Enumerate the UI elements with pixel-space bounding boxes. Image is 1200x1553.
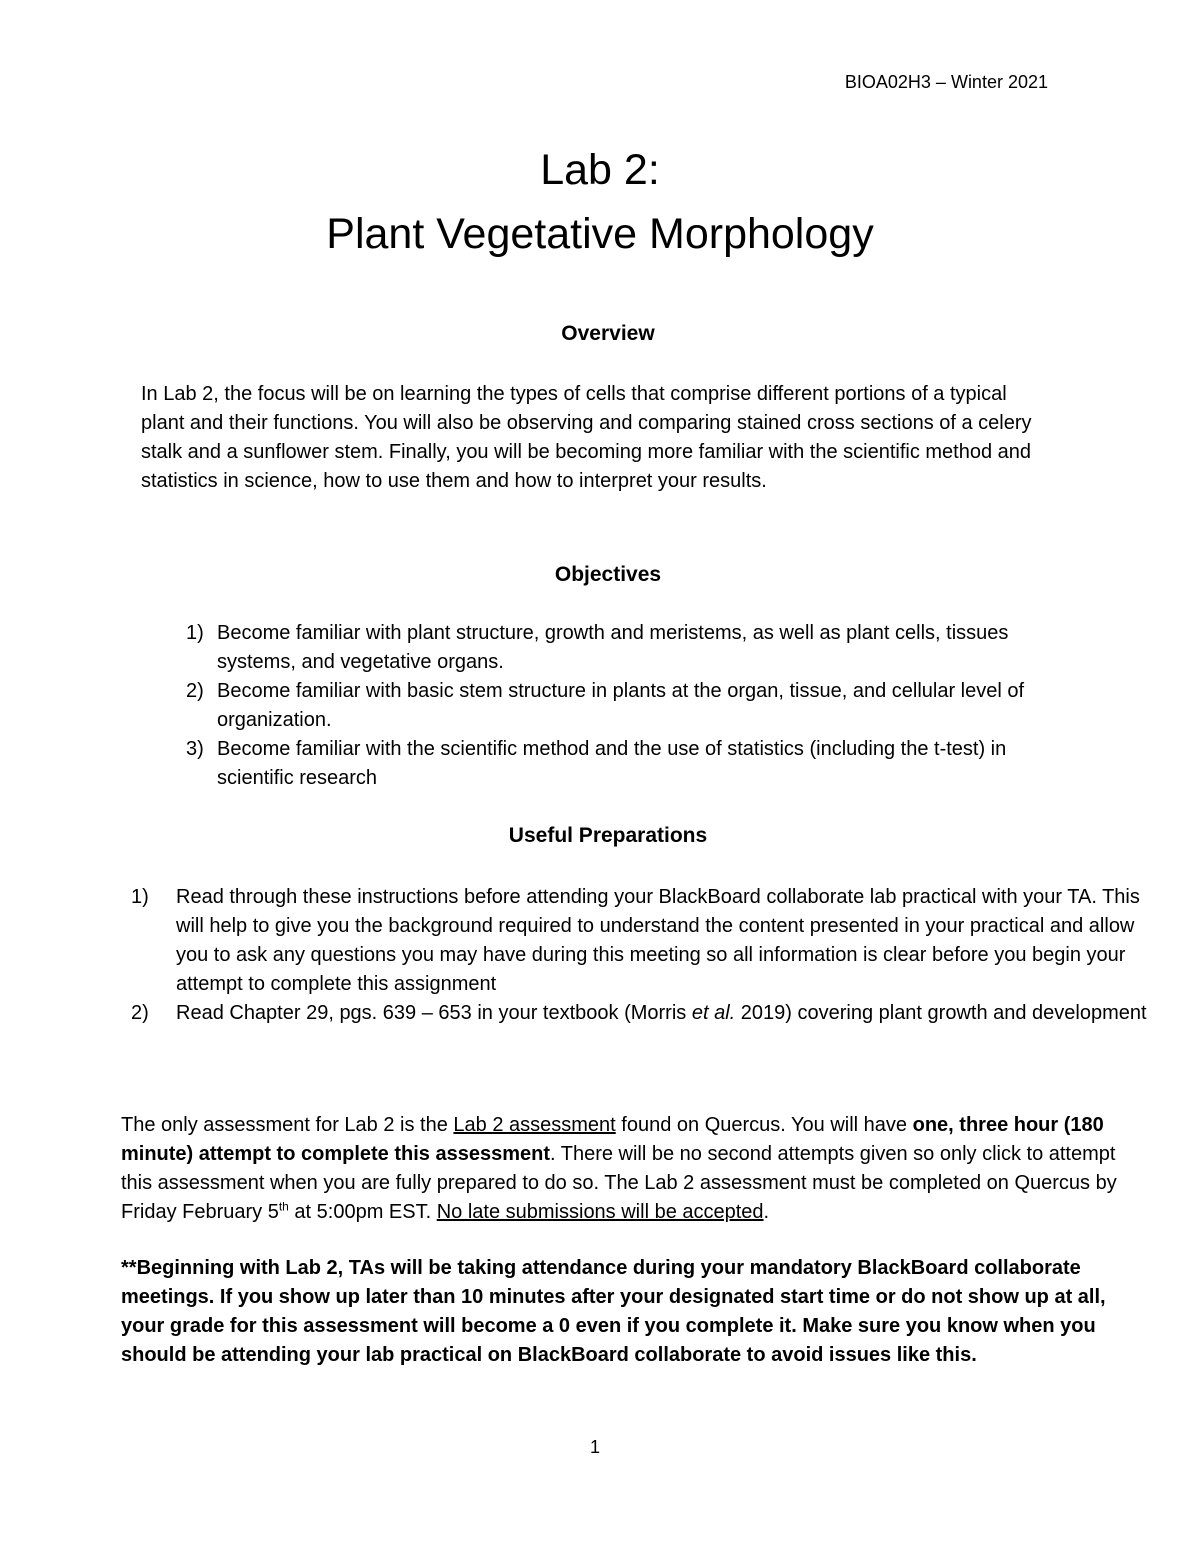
late-submission-note: No late submissions will be accepted [436, 1201, 764, 1223]
running-header: BIOA02H3 – Winter 2021 [844, 72, 1048, 92]
preparation-text: Read through these instructions before attending your BlackBoard collaborate lab practical with your TA. This will help to give you the background required to understand the content presented in your practical and allow you to ask any questions you may have during this meeting so all information is clear before you begin your attempt to complete this assignment [176, 886, 1140, 995]
title-line-2: Plant Vegetative Morphology [326, 210, 874, 258]
preparation-text [176, 1002, 1147, 1024]
preparation-number: 1) [131, 886, 149, 908]
objective-text: Become familiar with the scientific method and the use of statistics (including the t-test) in scientific research [217, 738, 1007, 789]
preparation-number: 2) [131, 1002, 149, 1024]
overview-heading: Overview [561, 322, 655, 345]
assessment-text: found on Quercus. You will have [615, 1114, 913, 1136]
objective-item [186, 677, 1026, 735]
assessment-text: The only assessment for Lab 2 is the [121, 1114, 454, 1136]
preparations-list [131, 883, 1161, 1028]
objective-text: Become familiar with basic stem structure in plants at the organ, tissue, and cellular level of organization. [217, 680, 1025, 731]
preparation-text-part: 2019) covering plant growth and development [735, 1002, 1147, 1024]
objective-number: 1) [186, 622, 204, 644]
objective-number: 3) [186, 738, 204, 760]
preparation-text-part: Read Chapter 29, pgs. 639 – 653 in your textbook (Morris [176, 1002, 692, 1024]
attendance-paragraph: **Beginning with Lab 2, TAs will be taking attendance during your mandatory BlackBoard collaborate meetings. If you show up later than 10 minutes after your designated start time or do not show up at all, your grade for this assessment will become a 0 even if you complete it. Make sure you know when you should be attending your lab practical on BlackBoard collaborate to avoid issues like this. [121, 1257, 1106, 1366]
objectives-heading: Objectives [554, 563, 662, 586]
page-number: 1 [589, 1437, 600, 1457]
assessment-bold-text: one, three hour (180 minute) attempt to complete this assessment [121, 1114, 1104, 1165]
assessment-text: . There will be no second attempts given so only click to attempt this assessment when you are fully prepared to do so. The Lab 2 assessment must be completed on Quercus by Friday February 5 [121, 1143, 1117, 1223]
et-al-italic: et al. [691, 1002, 736, 1024]
objective-item [186, 619, 1026, 677]
preparation-item [131, 999, 1161, 1028]
preparations-heading: Useful Preparations [508, 824, 708, 847]
objective-text: Become familiar with plant structure, growth and meristems, as well as plant cells, tissues systems, and vegetative organs. [217, 622, 1009, 673]
preparation-item [131, 883, 1161, 999]
title-line-1: Lab 2: [540, 146, 660, 194]
assessment-text: . [763, 1201, 770, 1223]
lab2-assessment-link[interactable]: Lab 2 assessment [453, 1114, 616, 1136]
assessment-paragraph [121, 1111, 1151, 1227]
objectives-list [186, 619, 1026, 793]
overview-paragraph: In Lab 2, the focus will be on learning the types of cells that comprise different portions of a typical plant and their functions. You will also be observing and comparing stained cross sections of a celery stalk and a sunflower stem. Finally, you will be becoming more familiar with the scientific method and statistics in science, how to use them and how to interpret your results. [141, 383, 1032, 492]
objective-item [186, 735, 1026, 793]
objective-number: 2) [186, 680, 204, 702]
assessment-text: at 5:00pm EST. [288, 1201, 437, 1223]
ordinal-suffix: th [278, 1199, 289, 1214]
